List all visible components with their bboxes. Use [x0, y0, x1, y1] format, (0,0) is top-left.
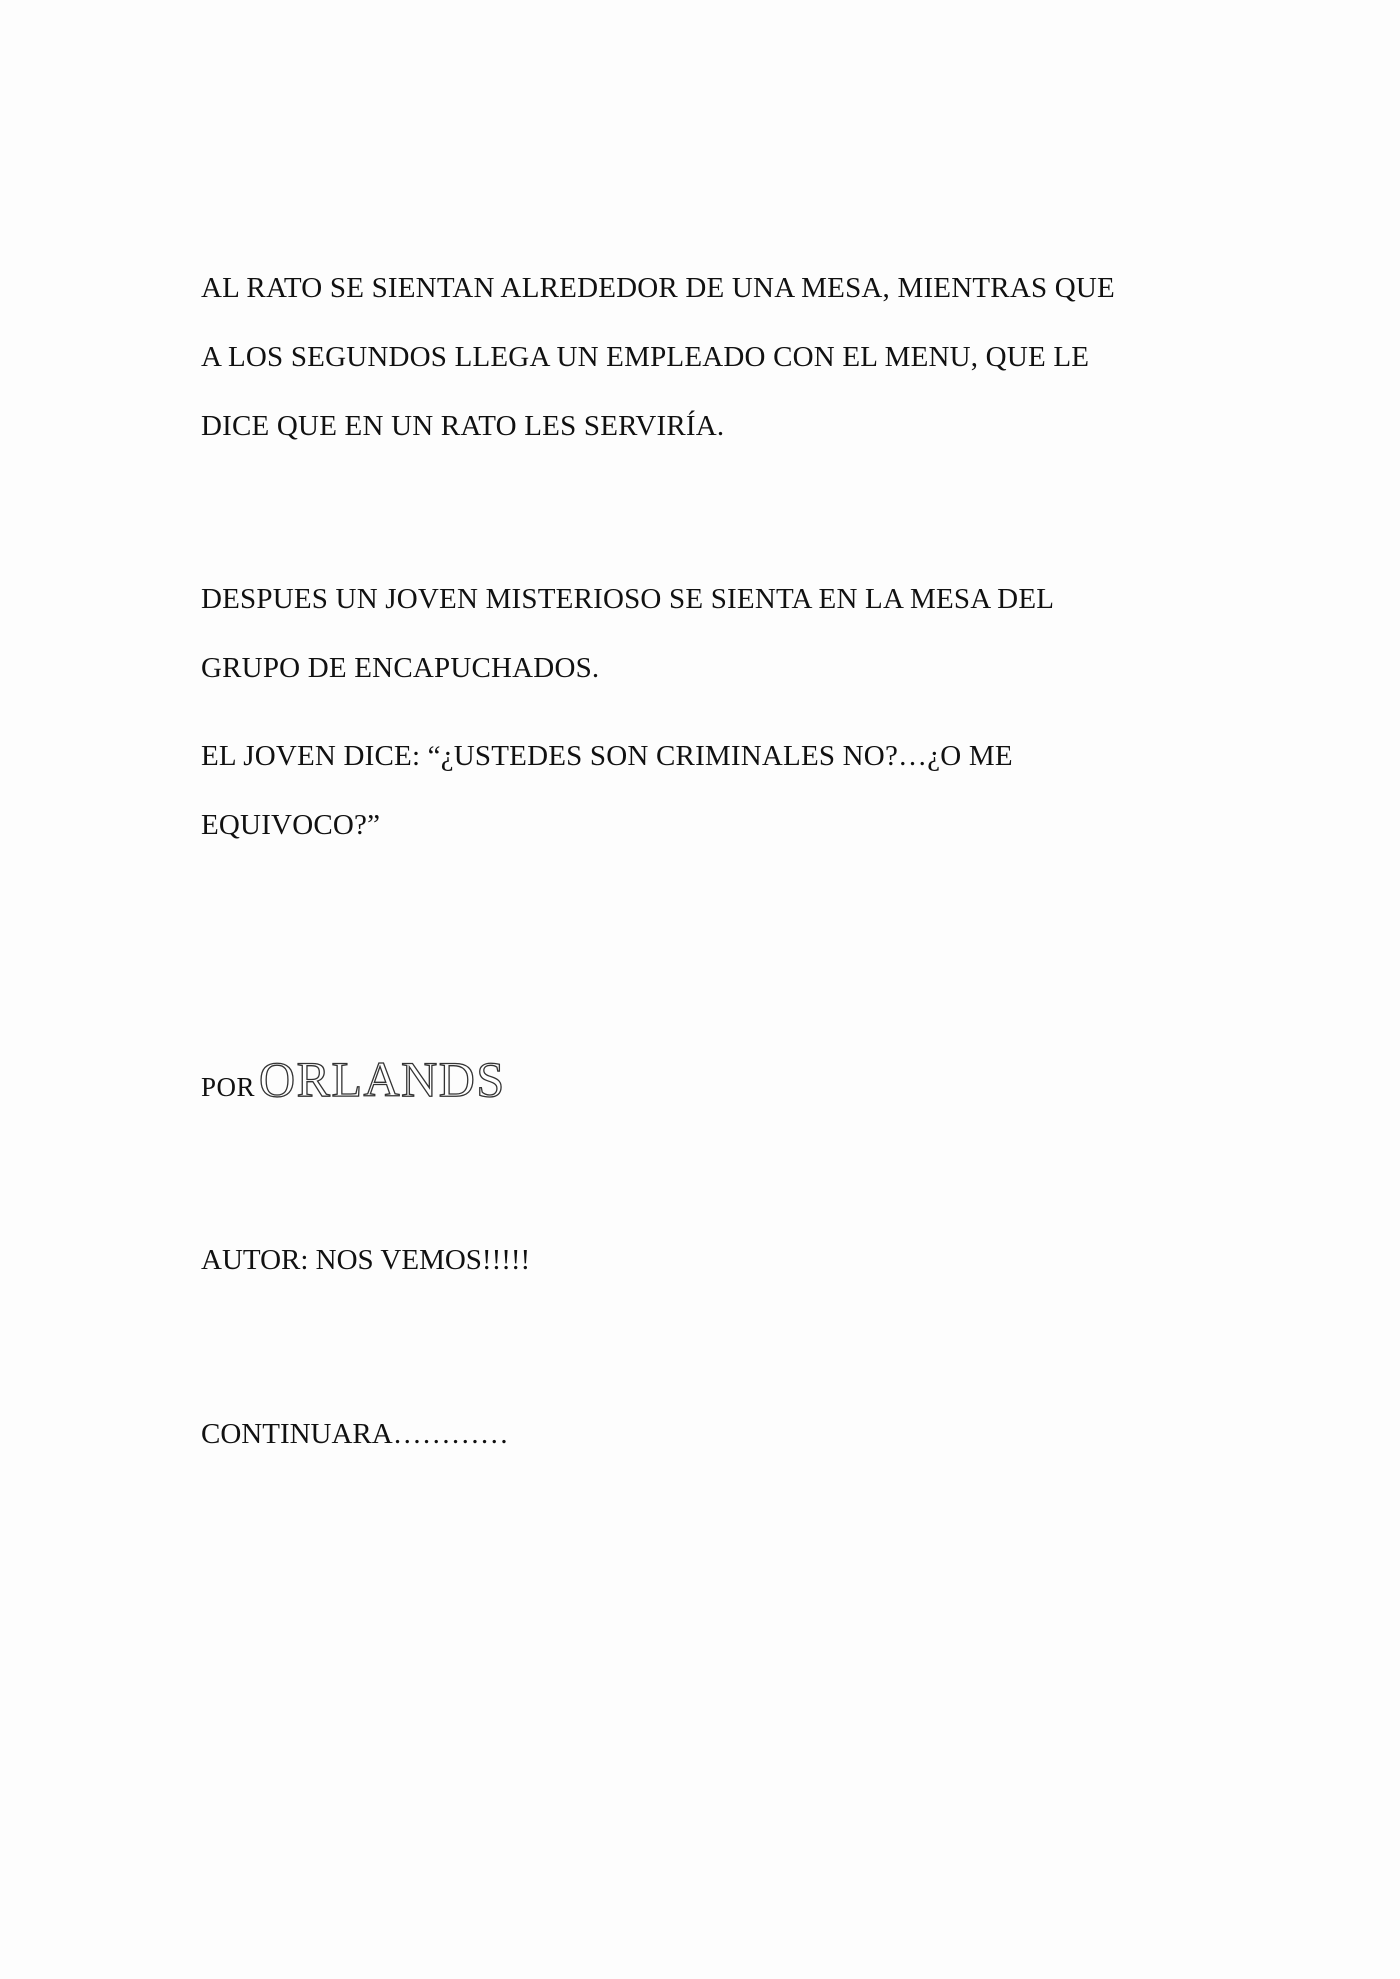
byline-author-name: ORLANDS — [259, 1051, 506, 1107]
byline — [201, 1050, 506, 1108]
byline-prefix: POR — [201, 1072, 256, 1102]
author-note: AUTOR: NOS VEMOS!!!!! — [201, 1244, 531, 1276]
paragraph-2: DESPUES UN JOVEN MISTERIOSO SE SIENTA EN LA MESA DEL GRUPO DE ENCAPUCHADOS. — [201, 583, 1055, 684]
continued-text: CONTINUARA………… — [201, 1418, 509, 1450]
paragraph-3: EL JOVEN DICE: “¿USTEDES SON CRIMINALES NO?…¿O ME EQUIVOCO?” — [201, 740, 1013, 841]
paragraph-1: AL RATO SE SIENTAN ALREDEDOR DE UNA MESA, MIENTRAS QUE A LOS SEGUNDOS LLEGA UN EMPLEADO CON EL MENU, QUE LE DICE QUE EN UN RATO LES SERVIRÍA. — [201, 272, 1115, 442]
